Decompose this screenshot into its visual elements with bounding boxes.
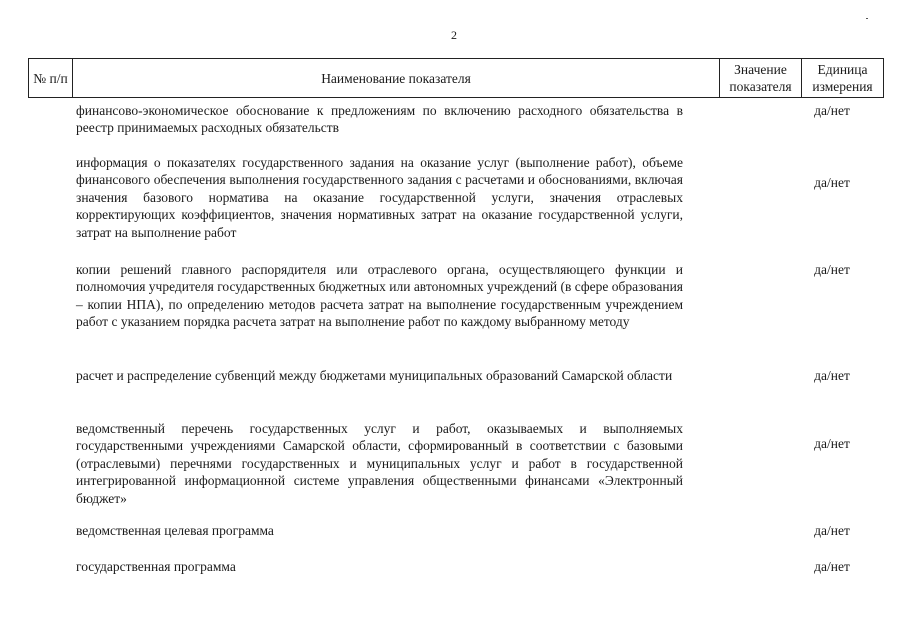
table-header [28, 58, 884, 98]
header-row [29, 59, 884, 98]
indicator-unit: да/нет [814, 175, 850, 190]
indicator-name: финансово-экономическое обоснование к предложениям по включению расходного обязательства в реестр принимаемых расходных обязательств [76, 103, 683, 136]
header-name: Наименование показателя [73, 59, 720, 98]
indicator-name: государственная программа [76, 559, 236, 574]
indicator-unit: да/нет [814, 523, 850, 538]
indicator-unit: да/нет [814, 436, 850, 451]
indicator-name: информация о показателях государственного задания на оказание услуг (выполнение работ), объеме финансового обеспечения выполнения государственного задания с расчетами и обоснованиями, включая значения базового норматива на оказание государственной услуги, значения отраслевых корректирующих коэффициентов, значения нормативных затрат на оказание государственной услуги, затрат на выполнение работ [76, 155, 683, 240]
scan-artifact [866, 18, 868, 19]
page-number: 2 [451, 28, 457, 42]
indicator-name: ведомственная целевая программа [76, 523, 274, 538]
indicator-name: расчет и распределение субвенций между бюджетами муниципальных образований Самарской области [76, 368, 673, 383]
indicator-name: ведомственный перечень государственных услуг и работ, оказываемых и выполняемых государственными учреждениями Самарской области, сформированный в соответствии с базовыми (отраслевыми) перечнями государственных и муниципальных услуг и работ в государственной интегрированной информационной системе управления общественными финансами «Электронный бюджет» [76, 421, 683, 506]
header-number: № п/п [29, 59, 73, 98]
indicator-name: копии решений главного распорядителя или отраслевого органа, осуществляющего функции и полномочия учредителя государственных бюджетных или автономных учреждений (в сфере образования – копии НПА), по определению методов расчета затрат на выполнение государственным учреждением работ с указанием порядка расчета затрат на выполнение работ по каждому выбранному методу [76, 262, 683, 330]
indicator-unit: да/нет [814, 262, 850, 277]
header-unit: Единица измерения [802, 59, 884, 98]
indicator-unit: да/нет [814, 368, 850, 383]
header-value: Значение показателя [720, 59, 802, 98]
indicator-unit: да/нет [814, 559, 850, 574]
indicator-unit: да/нет [814, 103, 850, 118]
